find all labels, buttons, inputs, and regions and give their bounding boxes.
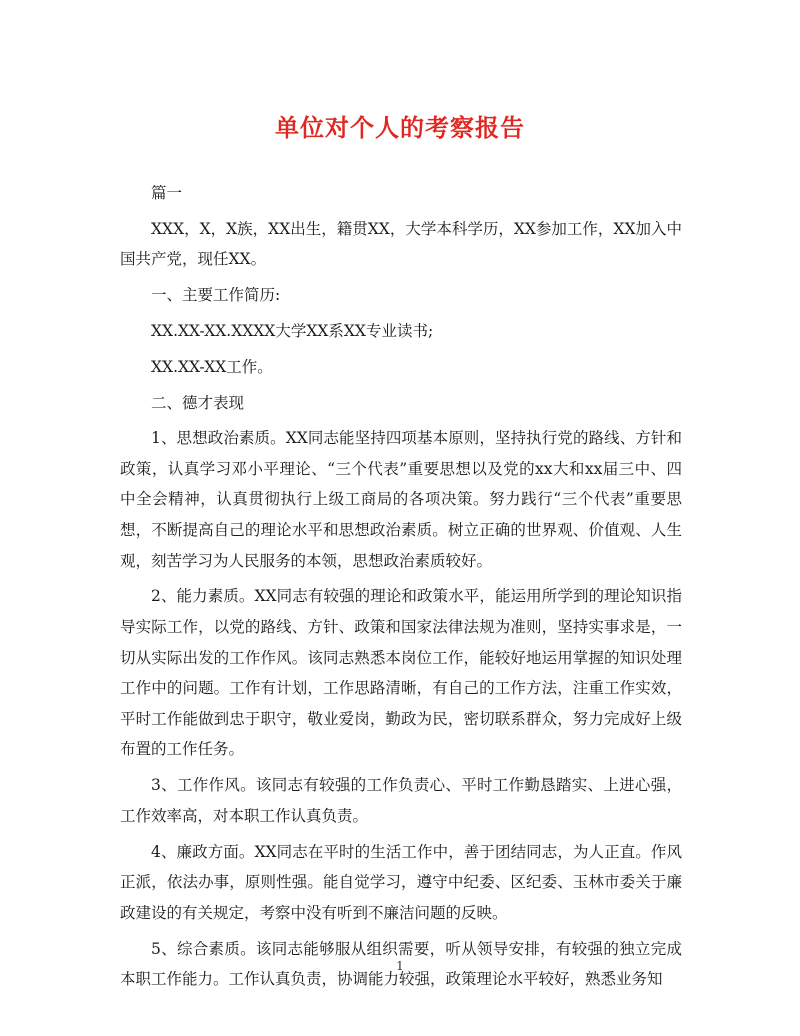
paragraph-work-style: 3、工作作风。该同志有较强的工作负责心、平时工作勤恳踏实、上进心强，工作效率高，对本职工作认真负责。 [120,776,682,825]
intro-paragraph: XXX，X，X族，XX出生，籍贯XX，大学本科学历，XX参加工作，XX加入中国共产党，现任XX。 [120,219,682,269]
paragraph-ability: 2、能力素质。XX同志有较强的理论和政策水平，能运用所学到的理论知识指导实际工作，以党的路线、方针、政策和国家法律法规为准则，坚持实事求是，一切从实际出发的工作作风。该同志熟悉本岗位工作，能较好地运用掌握的知识处理工作中的问题。工作有计划，工作思路清晰，有自己的工作方法，注重工作实效，平时工作能做到忠于职守，敬业爱岗，勤政为民，密切联系群众，努力完成好上级布置的工作任务。 [120,587,682,759]
document-body [120,178,682,1000]
page-number: 1 [396,959,404,973]
document-title: 单位对个人的考察报告 [275,113,525,142]
heading-performance: 二、德才表现 [151,393,245,412]
work-history-item: XX.XX-XX.XXXX大学XX系XX专业读书; [151,321,434,340]
section-label: 篇一 [151,184,183,202]
work-history-item: XX.XX-XX工作。 [151,357,273,376]
heading-work-history: 一、主要工作简历: [151,286,281,305]
paragraph-overall: 5、综合素质。该同志能够服从组织需要，听从领导安排，有较强的独立完成本职工作能力。工作认真负责，协调能力较强，政策理论水平较好，熟悉业务知 [120,939,682,989]
paragraph-integrity: 4、廉政方面。XX同志在平时的生活工作中，善于团结同志，为人正直。作风正派，依法办事，原则性强。能自觉学习，遵守中纪委、区纪委、玉林市委关于廉政建设的有关规定，考察中没有听到不廉洁问题的反映。 [120,842,682,922]
paragraph-political: 1、思想政治素质。XX同志能坚持四项基本原则，坚持执行党的路线、方针和政策，认真学习邓小平理论、“三个代表”重要思想以及党的xx大和xx届三中、四中全会精神，认真贯彻执行上级工商局的各项决策。努力践行“三个代表”重要思想，不断提高自己的理论水平和思想政治素质。树立正确的世界观、价值观、人生观，刻苦学习为人民服务的本领，思想政治素质较好。 [120,429,682,570]
